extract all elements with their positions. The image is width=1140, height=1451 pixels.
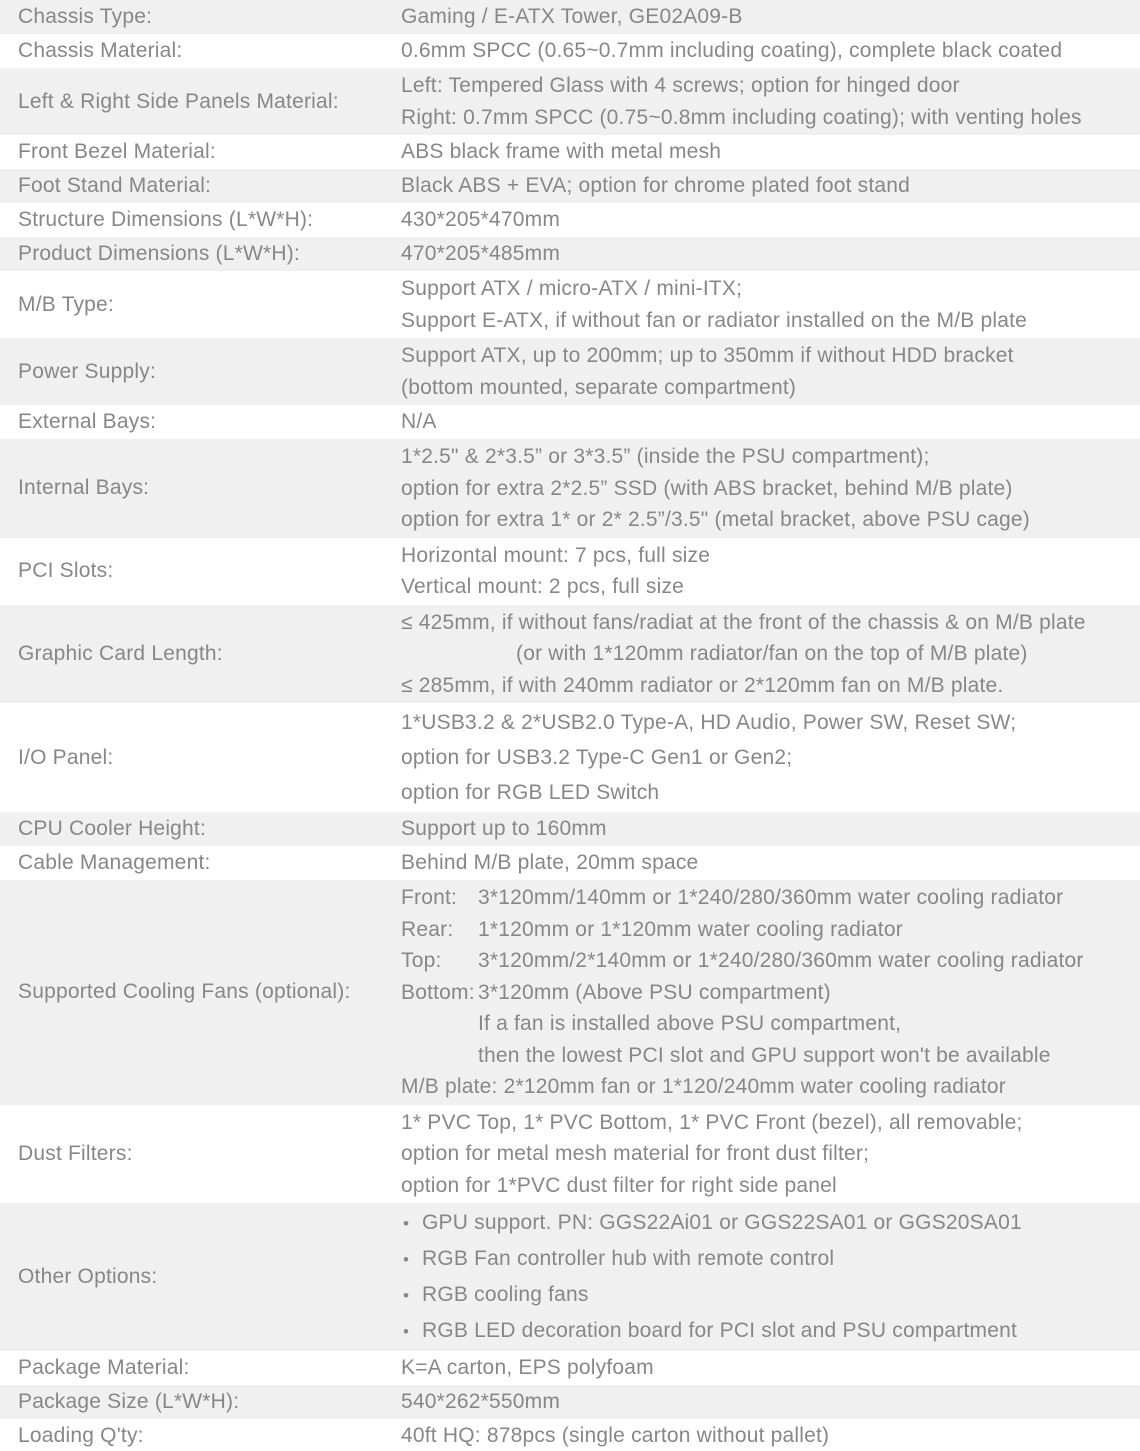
spec-value-line — [401, 305, 1140, 337]
spec-label: M/B Type: — [18, 292, 114, 316]
line-prefix: Rear: — [401, 917, 454, 941]
table-row — [0, 68, 1140, 135]
line-text: 3*120mm/2*140mm or 1*240/280/360mm water cooling radiator — [478, 949, 1084, 972]
line-text: Support ATX / micro-ATX / mini-ITX; — [401, 277, 743, 300]
line-text: option for USB3.2 Type-C Gen1 or Gen2; — [401, 746, 793, 769]
line-text: If a fan is installed above PSU compartment, — [478, 1012, 902, 1035]
table-row — [0, 1105, 1140, 1204]
line-text: 1* PVC Top, 1* PVC Bottom, 1* PVC Front (bezel), all removable; — [401, 1110, 1023, 1134]
table-row — [0, 1385, 1140, 1419]
line-prefix: Front: — [401, 886, 458, 909]
line-text: 470*205*485mm — [401, 242, 561, 265]
spec-value — [401, 1419, 1140, 1451]
table-row — [0, 439, 1140, 538]
spec-value-line — [401, 670, 1140, 702]
line-text: Left: Tempered Glass with 4 screws; option for hinged door — [401, 74, 960, 97]
spec-value-line — [401, 571, 1140, 603]
line-text: 430*205*470mm — [401, 208, 561, 231]
spec-label: Product Dimensions (L*W*H): — [18, 242, 300, 265]
table-row — [0, 880, 1140, 1105]
table-row — [0, 338, 1140, 405]
spec-value-line — [401, 70, 1140, 102]
spec-value-line — [401, 1351, 1140, 1385]
spec-value-line — [401, 1277, 1140, 1313]
table-row — [0, 1419, 1140, 1451]
table-row — [0, 1351, 1140, 1385]
line-text: option for 1*PVC dust filter for right side panel — [401, 1173, 837, 1197]
spec-label: Supported Cooling Fans (optional): — [18, 980, 351, 1004]
line-text: ≤ 285mm, if with 240mm radiator or 2*120mm fan on M/B plate. — [401, 673, 1004, 697]
line-text: option for metal mesh material for front dust filter; — [401, 1142, 870, 1165]
spec-value — [401, 846, 1140, 880]
spec-value-line — [401, 441, 1140, 473]
bullet-icon: • — [403, 1322, 410, 1341]
spec-label: External Bays: — [18, 410, 157, 433]
line-text: (bottom mounted, separate compartment) — [401, 375, 797, 399]
bullet-icon: • — [403, 1214, 410, 1233]
line-text: 1*120mm or 1*120mm water cooling radiator — [478, 917, 903, 941]
spec-value — [401, 340, 1140, 403]
spec-value — [401, 203, 1140, 237]
spec-value-line — [401, 1419, 1140, 1451]
line-text: 40ft HQ: 878pcs (single carton without pallet) — [401, 1424, 830, 1447]
spec-value-line — [401, 1385, 1140, 1419]
table-row — [0, 34, 1140, 68]
spec-label: Left & Right Side Panels Material: — [18, 89, 339, 113]
spec-label: Chassis Type: — [18, 5, 153, 28]
spec-label: Cable Management: — [18, 851, 211, 874]
line-text: 1*2.5" & 2*3.5” or 3*3.5” (inside the PSU compartment); — [401, 445, 930, 468]
spec-value — [401, 70, 1140, 133]
spec-label: Dust Filters: — [18, 1141, 133, 1165]
spec-value-line — [401, 1071, 1140, 1103]
table-row — [0, 0, 1140, 34]
line-text: Black ABS + EVA; option for chrome plated foot stand — [401, 174, 911, 197]
line-text: Support ATX, up to 200mm; up to 350mm if without HDD bracket — [401, 344, 1014, 367]
line-text: RGB cooling fans — [422, 1283, 589, 1306]
line-text: RGB Fan controller hub with remote control — [422, 1247, 835, 1270]
spec-label: Foot Stand Material: — [18, 174, 212, 197]
table-row — [0, 846, 1140, 880]
spec-value-line — [401, 473, 1140, 505]
spec-value-line — [401, 775, 1140, 810]
spec-label: Front Bezel Material: — [18, 140, 216, 163]
table-row — [0, 405, 1140, 439]
line-text: Vertical mount: 2 pcs, full size — [401, 575, 685, 598]
line-text: option for extra 1* or 2* 2.5”/3.5" (metal bracket, above PSU cage) — [401, 508, 1031, 531]
table-row — [0, 605, 1140, 704]
line-text: M/B plate: 2*120mm fan or 1*120/240mm water cooling radiator — [401, 1075, 1006, 1098]
line-text: 1*USB3.2 & 2*USB2.0 Type-A, HD Audio, Power SW, Reset SW; — [401, 711, 1017, 734]
spec-value-line — [401, 1107, 1140, 1139]
spec-label: Package Material: — [18, 1356, 190, 1379]
line-text: option for RGB LED Switch — [401, 781, 660, 804]
table-row — [0, 271, 1140, 338]
table-row — [0, 1203, 1140, 1351]
table-row — [0, 703, 1140, 812]
spec-value — [401, 0, 1140, 34]
spec-value-line — [401, 1170, 1140, 1202]
spec-value-line — [401, 273, 1140, 305]
spec-value-line — [401, 638, 1140, 670]
spec-label: PCI Slots: — [18, 559, 114, 582]
line-text: Behind M/B plate, 20mm space — [401, 851, 699, 874]
table-row — [0, 812, 1140, 846]
spec-label: Package Size (L*W*H): — [18, 1390, 240, 1413]
spec-label: I/O Panel: — [18, 745, 114, 769]
line-text: option for extra 2*2.5” SSD (with ABS bracket, behind M/B plate) — [401, 476, 1013, 500]
spec-label: Power Supply: — [18, 359, 157, 383]
spec-label: CPU Cooler Height: — [18, 817, 207, 840]
spec-value — [401, 169, 1140, 203]
spec-value-line — [401, 1205, 1140, 1241]
spec-label: Chassis Material: — [18, 39, 183, 62]
spec-value-line — [401, 1313, 1140, 1349]
spec-value-line — [401, 846, 1140, 880]
bullet-icon: • — [403, 1286, 410, 1305]
spec-value-line — [401, 812, 1140, 846]
spec-value-line — [401, 1138, 1140, 1170]
line-text: Right: 0.7mm SPCC (0.75~0.8mm including coating); with venting holes — [401, 105, 1082, 129]
spec-value-line — [401, 102, 1140, 134]
line-text: Gaming / E-ATX Tower, GE02A09-B — [401, 5, 743, 28]
spec-value-line — [401, 237, 1140, 271]
line-text: N/A — [401, 410, 437, 433]
spec-value-line — [401, 705, 1140, 740]
spec-value-line — [401, 540, 1140, 572]
spec-value — [401, 607, 1140, 702]
table-row — [0, 538, 1140, 605]
spec-value-line — [401, 135, 1140, 169]
spec-value — [401, 441, 1140, 536]
line-text: Support up to 160mm — [401, 817, 607, 840]
spec-value-line — [401, 0, 1140, 34]
spec-label: Internal Bays: — [18, 476, 150, 500]
spec-value — [401, 1205, 1140, 1349]
line-text: GPU support. PN: GGS22Ai01 or GGS22SA01 or GGS20SA01 — [422, 1211, 1022, 1234]
spec-value-line — [401, 977, 1140, 1009]
spec-value — [401, 34, 1140, 68]
spec-value-line — [401, 1241, 1140, 1277]
line-text: ≤ 425mm, if without fans/radiat at the front of the chassis & on M/B plate — [401, 610, 1086, 634]
spec-value-line — [401, 372, 1140, 404]
table-row — [0, 169, 1140, 203]
table-row — [0, 203, 1140, 237]
line-text: ABS black frame with metal mesh — [401, 140, 722, 163]
spec-value — [401, 237, 1140, 271]
table-row — [0, 237, 1140, 271]
spec-value — [401, 705, 1140, 810]
line-text: 3*120mm (Above PSU compartment) — [478, 980, 831, 1004]
spec-value — [401, 1385, 1140, 1419]
line-text: (or with 1*120mm radiator/fan on the top of M/B plate) — [516, 642, 1028, 665]
spec-value-line — [401, 740, 1140, 775]
spec-value-line — [401, 882, 1140, 914]
spec-value-line — [401, 607, 1140, 639]
spec-value — [401, 882, 1140, 1103]
spec-value — [401, 812, 1140, 846]
line-text: 0.6mm SPCC (0.65~0.7mm including coating), complete black coated — [401, 39, 1063, 62]
spec-value-line — [401, 340, 1140, 372]
line-text: 3*120mm/140mm or 1*240/280/360mm water cooling radiator — [478, 886, 1064, 909]
line-text: then the lowest PCI slot and GPU support won't be available — [478, 1043, 1051, 1067]
spec-value-line — [401, 405, 1140, 439]
line-text: Support E-ATX, if without fan or radiator installed on the M/B plate — [401, 308, 1028, 332]
spec-value — [401, 1351, 1140, 1385]
spec-value-line — [401, 34, 1140, 68]
line-text: K=A carton, EPS polyfoam — [401, 1356, 654, 1379]
spec-value-line — [401, 1008, 1140, 1040]
spec-value-line — [401, 1040, 1140, 1072]
spec-label: Other Options: — [18, 1265, 158, 1288]
spec-value — [401, 405, 1140, 439]
spec-label: Loading Q'ty: — [18, 1424, 144, 1447]
spec-label: Graphic Card Length: — [18, 641, 223, 665]
line-text: 540*262*550mm — [401, 1390, 561, 1413]
line-text: Horizontal mount: 7 pcs, full size — [401, 543, 711, 567]
line-prefix: Bottom: — [401, 980, 475, 1004]
table-row — [0, 135, 1140, 169]
spec-value-line — [401, 945, 1140, 977]
spec-value-line — [401, 504, 1140, 536]
spec-value — [401, 1107, 1140, 1202]
spec-value — [401, 540, 1140, 603]
spec-value — [401, 135, 1140, 169]
spec-label: Structure Dimensions (L*W*H): — [18, 208, 314, 231]
spec-value — [401, 273, 1140, 336]
bullet-icon: • — [403, 1250, 410, 1269]
spec-value-line — [401, 914, 1140, 946]
line-prefix: Top: — [401, 949, 442, 972]
spec-value-line — [401, 169, 1140, 203]
line-text: RGB LED decoration board for PCI slot and PSU compartment — [422, 1319, 1018, 1342]
spec-value-line — [401, 203, 1140, 237]
